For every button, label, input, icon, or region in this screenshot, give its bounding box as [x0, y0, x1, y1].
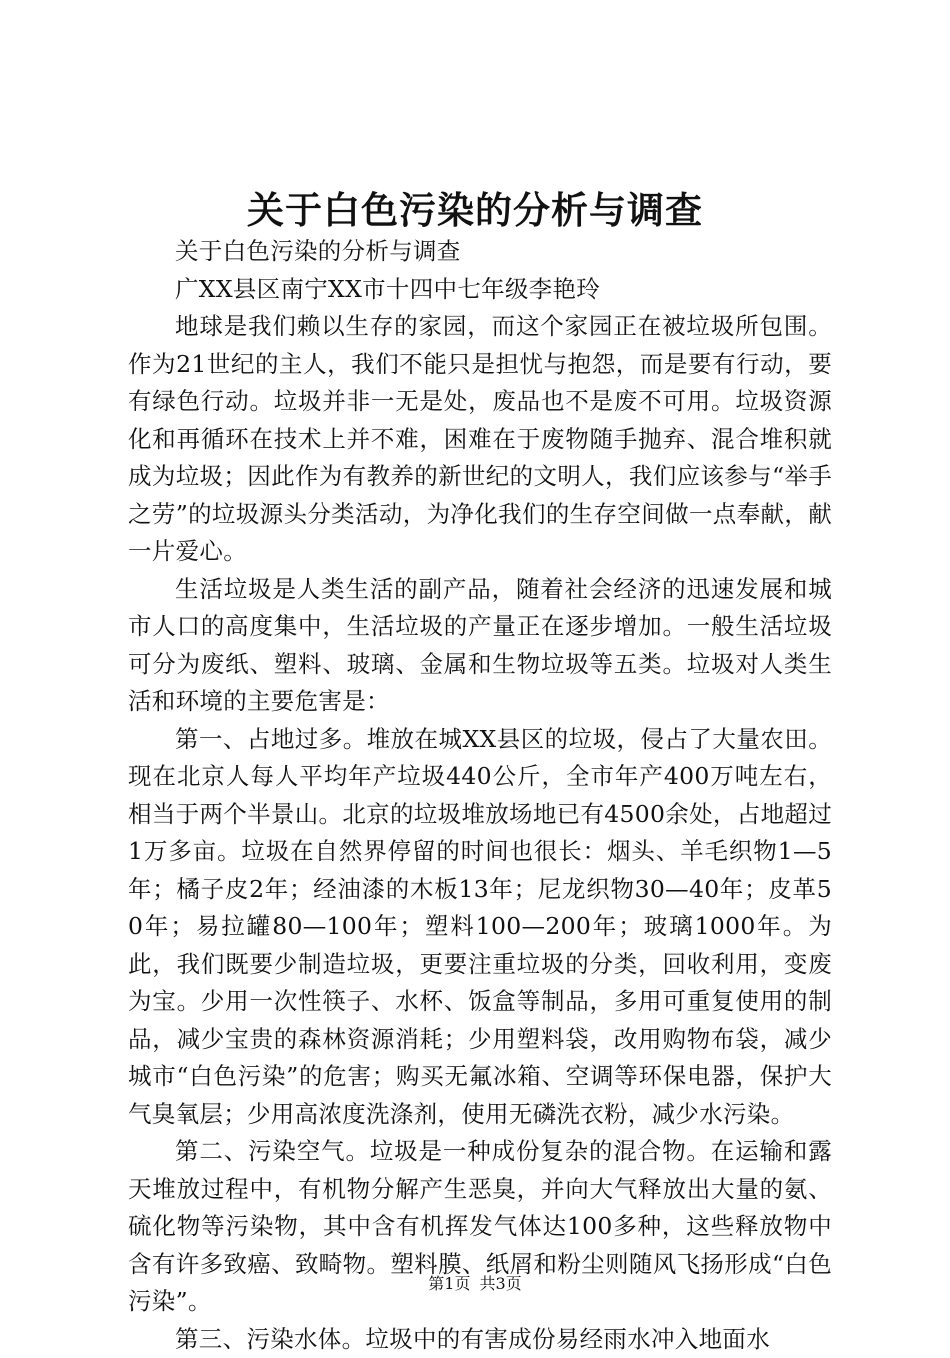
page-total: 共3页 [480, 1274, 522, 1293]
body-paragraph: 第三、污染水体。垃圾中的有害成份易经雨水冲入地面水 [128, 1321, 832, 1358]
body-paragraph: 第一、占地过多。堆放在城XX县区的垃圾，侵占了大量农田。现在北京人每人平均年产垃圾440公斤，全市年产400万吨左右，相当于两个半景山。北京的垃圾堆放场地已有4500余处，占地超过1万多亩。垃圾在自然界停留的时间也很长：烟头、羊毛织物1—5年；橘子皮2年；经油漆的木板13年；尼龙织物30—40年；皮革50年；易拉罐80—100年；塑料100—200年；玻璃1000年。为此，我们既要少制造垃圾，更要注重垃圾的分类，回收利用，变废为宝。少用一次性筷子、水杯、饭盒等制品，多用可重复使用的制品，减少宝贵的森林资源消耗；少用塑料袋，改用购物布袋，减少城市“白色污染”的危害；购买无氟冰箱、空调等环保电器，保护大气臭氧层；少用高浓度洗涤剂，使用无磷洗衣粉，减少水污染。 [128, 721, 832, 1134]
document-body [128, 233, 832, 1358]
document-title: 关于白色污染的分析与调查 [0, 185, 950, 235]
body-paragraph: 第二、污染空气。垃圾是一种成份复杂的混合物。在运输和露天堆放过程中，有机物分解产生恶臭，并向大气释放出大量的氨、硫化物等污染物，其中含有机挥发气体达100多种，这些释放物中含有许多致癌、致畸物。塑料膜、纸屑和粉尘则随风飞扬形成“白色污染”。 [128, 1133, 832, 1321]
author-paragraph: 广XX县区南宁XX市十四中七年级李艳玲 [128, 271, 832, 309]
subtitle-paragraph: 关于白色污染的分析与调查 [128, 233, 832, 271]
body-paragraph: 地球是我们赖以生存的家园，而这个家园正在被垃圾所包围。作为21世纪的主人，我们不能只是担忧与抱怨，而是要有行动，要有绿色行动。垃圾并非一无是处，废品也不是废不可用。垃圾资源化和再循环在技术上并不难，困难在于废物随手抛弃、混合堆积就成为垃圾；因此作为有教养的新世纪的文明人，我们应该参与“举手之劳”的垃圾源头分类活动，为净化我们的生存空间做一点奉献，献一片爱心。 [128, 308, 832, 571]
page-number: 第1页 [428, 1274, 470, 1293]
body-paragraph: 生活垃圾是人类生活的副产品，随着社会经济的迅速发展和城市人口的高度集中，生活垃圾的产量正在逐步增加。一般生活垃圾可分为废纸、塑料、玻璃、金属和生物垃圾等五类。垃圾对人类生活和环境的主要危害是： [128, 571, 832, 721]
page-footer [0, 1273, 950, 1295]
